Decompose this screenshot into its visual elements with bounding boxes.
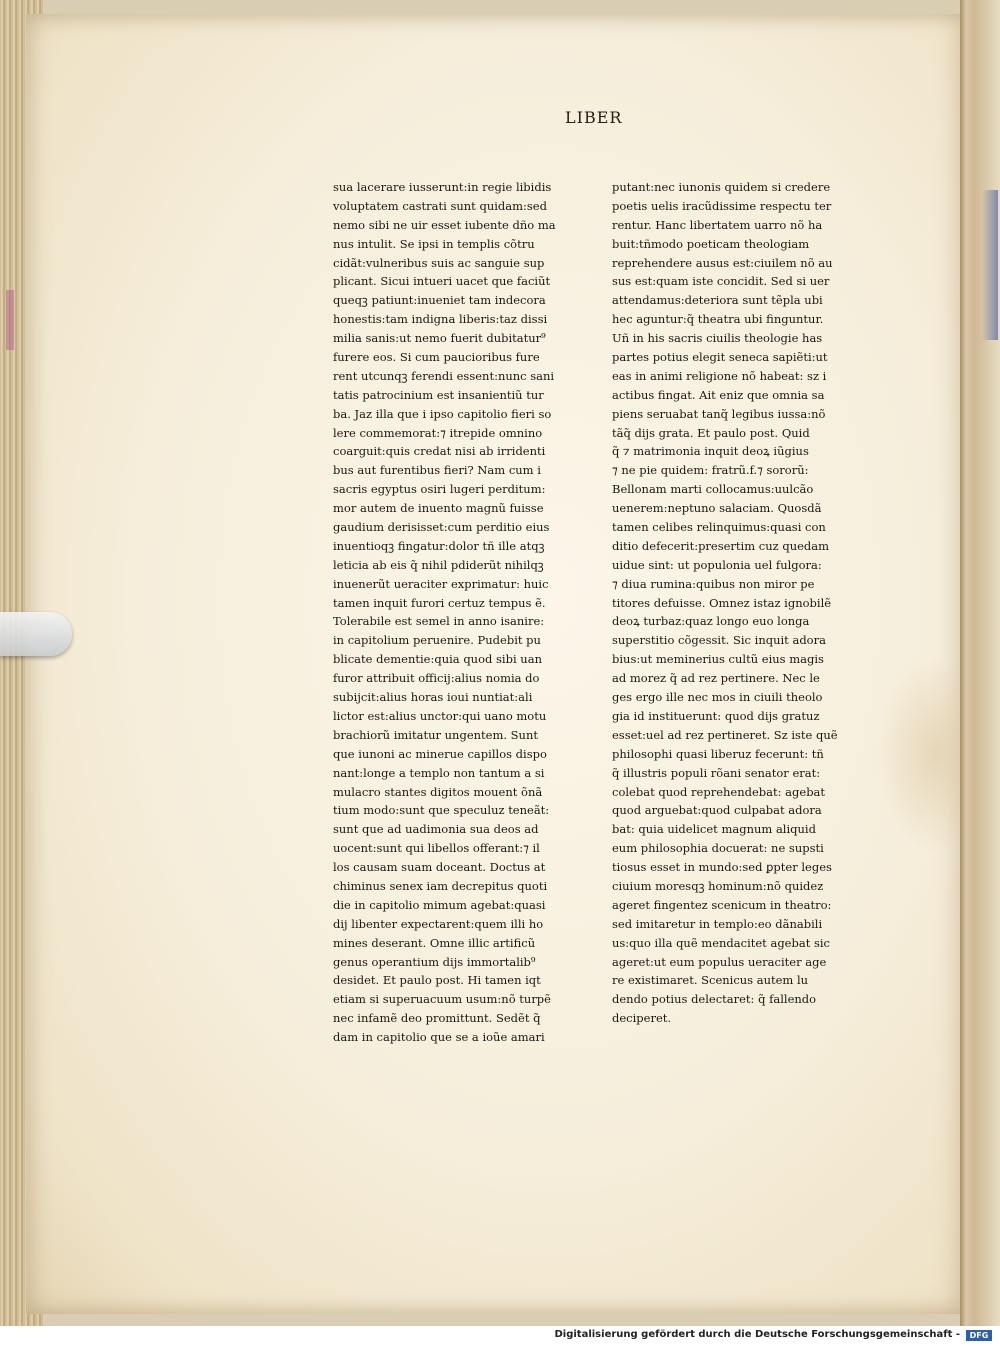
text-line: rentur. Hanc libertatem uarro nõ ha	[612, 217, 823, 232]
text-line: Tolerabile est semel in anno isanire:	[333, 614, 545, 629]
text-line: eas in animi religione nõ habeat: sz i	[612, 368, 827, 383]
text-line: deoꝝ turbaz:quaz longo euo longa	[612, 614, 810, 629]
red-tab-mark	[6, 290, 14, 350]
text-line: titores defuisse. Omnez istaz ignobilẽ	[612, 595, 832, 610]
text-line: voluptatem castrati sunt quidam:sed	[333, 198, 547, 213]
text-line: ditio defecerit:presertim cuz quedam	[612, 538, 830, 553]
text-line: actibus fingat. Ait eniz que omnia sa	[612, 387, 825, 402]
text-line: dendo potius delectaret: q̃ fallendo	[612, 992, 817, 1007]
text-line: us:quo illa quẽ mendacitet agebat sic	[612, 935, 831, 950]
text-line: chiminus senex iam decrepitus quoti	[333, 878, 548, 893]
text-line: inuenerũt ueraciter exprimatur: huic	[333, 576, 549, 591]
text-line: mulacro stantes digitos mouent õnã	[333, 784, 543, 799]
text-line: etiam si superuacuum usum:nõ turpẽ	[333, 992, 551, 1007]
text-line: poetis uelis iracũdissime respectu ter	[612, 198, 832, 213]
text-line: in capitolium peruenire. Pudebit pu	[333, 633, 541, 648]
text-line: dam in capitolio que se a ioũe amari	[333, 1030, 545, 1045]
text-line: furere eos. Si cum paucioribus fure	[333, 350, 540, 365]
text-line: attendamus:deteriora sunt tẽpla ubi	[612, 293, 823, 308]
text-line: furor attribuit officij:alius nomia do	[333, 671, 540, 686]
text-line: philosophi quasi liberuz fecerunt: tñ	[612, 746, 824, 761]
text-line: bat: quia uidelicet magnum aliquid	[612, 822, 816, 837]
text-line: lere commemorat:⁊ itrepide omnino	[333, 425, 543, 440]
text-line: Bellonam marti collocamus:uulcão	[612, 482, 814, 497]
footer-bar	[0, 1326, 1000, 1346]
text-line: gia id instituerunt: quod dijs gratuz	[612, 708, 820, 723]
text-line: queqꝫ patiunt:inueniet tam indecora	[333, 293, 546, 308]
text-line: buit:tñmodo poeticam theologiam	[612, 236, 810, 251]
text-line: tium modo:sunt que speculuz teneãt:	[333, 803, 550, 818]
text-line: tatis patrocinium est insanientiũ tur	[333, 387, 544, 402]
text-line: uidue sint: ut populonia uel fulgora:	[612, 557, 822, 572]
text-line: sus est:quam iste concidit. Sed si uer	[612, 274, 830, 289]
text-line: rent utcunqꝫ ferendi essent:nunc sani	[333, 368, 555, 383]
text-line: honestis:tam indigna liberis:taz dissi	[333, 312, 548, 327]
text-line: subijcit:alius horas ioui nuntiat:ali	[333, 690, 533, 705]
text-line: deciperet.	[612, 1011, 672, 1026]
text-line: inuentioqꝫ fingatur:dolor tñ ille atqꝫ	[333, 538, 545, 553]
text-line: dij libenter expectarent:quem illi ho	[333, 916, 544, 931]
running-head: LIBER	[565, 108, 623, 127]
text-line: sua lacerare iusserunt:in regie libidis	[333, 180, 552, 194]
text-line: plicant. Sicui intueri uacet que faciũt	[333, 274, 551, 289]
text-line: mines deserant. Omne illic artificũ	[333, 935, 536, 950]
text-line: partes potius elegit seneca sapiẽti:ut	[612, 350, 828, 365]
text-column-left	[333, 178, 573, 1047]
text-line: sacris egyptus osiri lugeri perditum:	[333, 482, 546, 497]
text-line: superstitio cõgessit. Sic inquit adora	[612, 633, 826, 648]
text-line: nant:longe a templo non tantum a si	[333, 765, 545, 780]
text-line: tamen inquit furori certuz tempus ẽ.	[333, 595, 546, 610]
text-line: eum philosophia docuerat: ne supsti	[612, 841, 824, 856]
text-line: nec infamẽ deo promittunt. Sedẽt q̃	[333, 1011, 541, 1026]
text-line: coarguit:quis credat nisi ab irridenti	[333, 444, 546, 459]
text-line: ageret fingentez scenicum in theatro:	[612, 897, 832, 912]
text-line: tamen celibes relinquimus:quasi con	[612, 520, 826, 535]
text-line: bus aut furentibus fieri? Nam cum i	[333, 463, 541, 478]
text-line: ⁊ ne pie quidem: fratrũ.f.⁊ sororũ:	[612, 463, 809, 478]
text-line: uenerem:neptuno salaciam. Quosdã	[612, 501, 822, 516]
text-line: hec aguntur:q̃ theatra ubi finguntur.	[612, 312, 824, 327]
page-holder-clip	[0, 612, 72, 656]
text-line: sed imitaretur in templo:eo dãnabili	[612, 916, 823, 931]
text-line: cidãt:vulneribus suis ac sanguie sup	[333, 255, 545, 270]
text-line: die in capitolio mimum agebat:quasi	[333, 897, 546, 912]
funding-credit: Digitalisierung gefördert durch die Deutsche Forschungsgemeinschaft -	[554, 1329, 960, 1340]
text-column-right	[612, 178, 852, 1028]
text-line: uocent:sunt qui libellos offerant:⁊ il	[333, 841, 540, 856]
text-line: que iunoni ac minerue capillos dispo	[333, 746, 547, 761]
text-line: ad morez q̃ ad rez pertinere. Nec le	[612, 671, 820, 686]
text-line: brachiorũ imitatur ungentem. Sunt	[333, 727, 538, 742]
text-line: tãq̃ dijs grata. Et paulo post. Quid	[612, 425, 810, 440]
text-line: bius:ut meminerius cultũ eius magis	[612, 652, 824, 667]
text-line: colebat quod reprehendebat: agebat	[612, 784, 826, 799]
text-line: quod arguebat:quod culpabat adora	[612, 803, 822, 818]
text-line: ges ergo ille nec mos in ciuili theolo	[612, 690, 823, 705]
text-line: sunt que ad uadimonia sua deos ad	[333, 822, 539, 837]
text-line: gaudium derisisset:cum perditio eius	[333, 520, 550, 535]
text-line: nus intulit. Se ipsi in templis cõtru	[333, 236, 535, 251]
text-line: nemo sibi ne uir esset iubente dño ma	[333, 217, 556, 232]
text-line: Uñ in his sacris ciuilis theologie has	[612, 331, 823, 346]
text-line: re existimaret. Scenicus autem lu	[612, 973, 809, 988]
text-line: lictor est:alius unctor:qui uano motu	[333, 708, 547, 723]
text-line: blicate dementie:quia quod sibi uan	[333, 652, 542, 667]
text-line: ⁊ diua rumina:quibus non miror pe	[612, 576, 815, 591]
text-line: ba. Jaz illa que i ipso capitolio fieri so	[333, 406, 552, 421]
text-line: mor autem de inuento magnũ fuisse	[333, 501, 544, 516]
text-line: tiosus esset in mundo:sed ꝑpter leges	[612, 860, 832, 875]
text-line: milia sanis:ut nemo fuerit dubitatur⁹	[333, 331, 546, 346]
text-line: q̃ ⁊ matrimonia inquit deoꝝ iũgius	[612, 444, 809, 459]
text-line: piens seruabat tanq̃ legibus iussa:nõ	[612, 406, 826, 421]
facing-page-sliver	[982, 190, 998, 340]
text-line: genus operantium dijs immortalib⁹	[333, 954, 536, 969]
text-line: los causam suam doceant. Doctus at	[333, 860, 546, 875]
text-line: ageret:ut eum populus ueraciter age	[612, 954, 827, 969]
dfg-logo: DFG	[966, 1330, 992, 1341]
text-line: leticia ab eis q̃ nihil pdiderũt nihilqꝫ	[333, 557, 544, 572]
text-line: desidet. Et paulo post. Hi tamen iqt	[333, 973, 541, 988]
text-line: esset:uel ad rez pertineret. Sz iste quẽ	[612, 727, 838, 742]
text-line: q̃ illustris populi rõani senator erat:	[612, 765, 821, 780]
text-line: putant:nec iunonis quidem si credere	[612, 180, 831, 194]
text-line: ciuium moresqꝫ hominum:nõ quidez	[612, 878, 824, 893]
text-line: reprehendere ausus est:ciuilem nõ au	[612, 255, 833, 270]
